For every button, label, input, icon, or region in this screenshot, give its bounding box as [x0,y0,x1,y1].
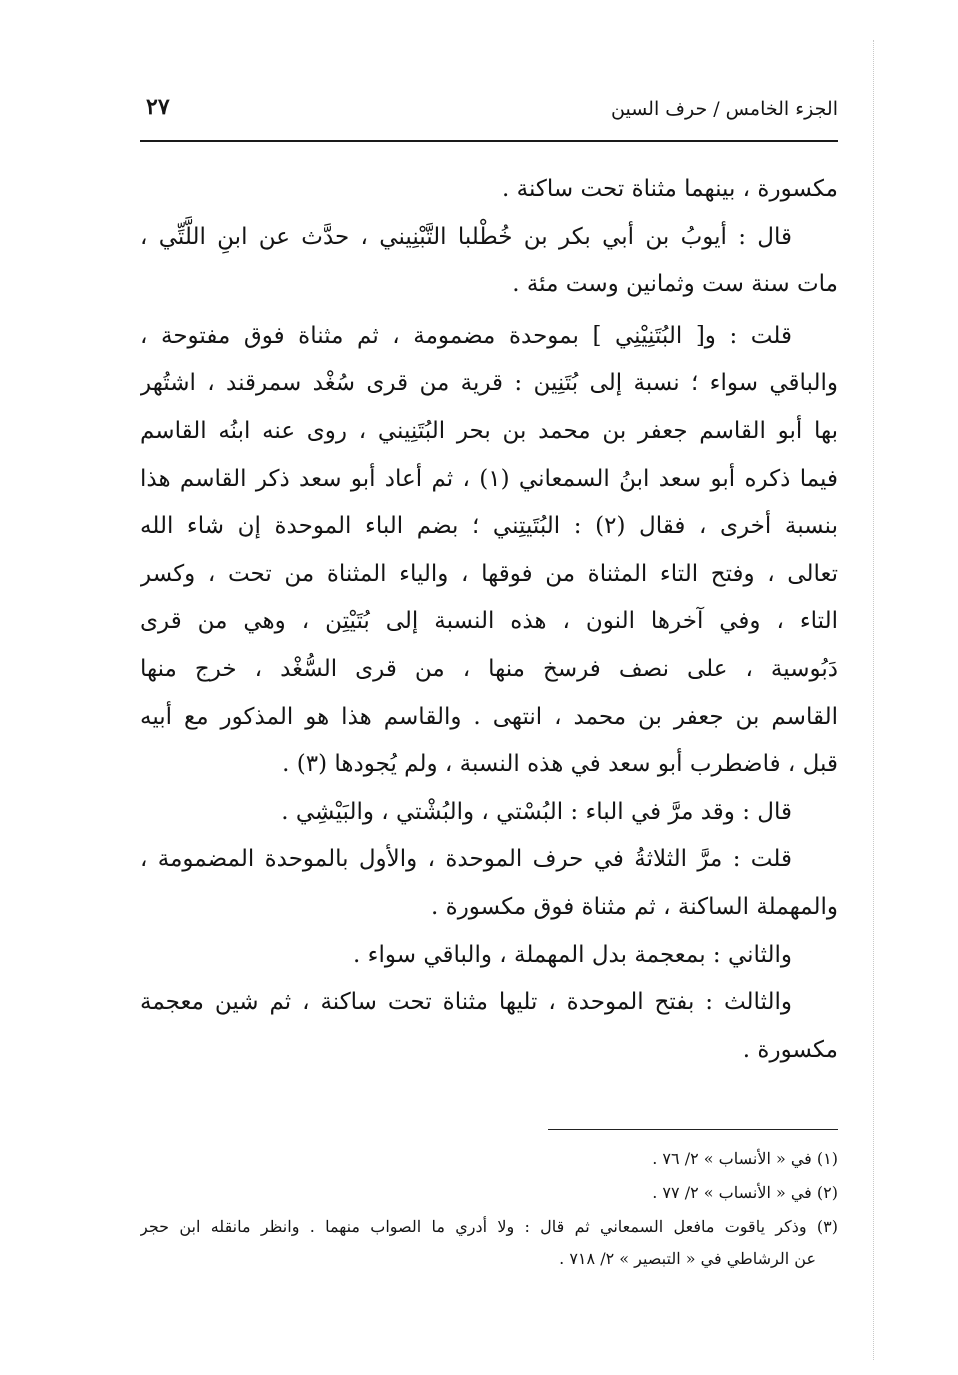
footnotes [140,1143,838,1275]
text-line: دَبُوسية ، على نصف فرسخ منها ، من قرى السُّغْد ، خرج منها [140,655,838,682]
running-header [140,92,838,132]
footnote-line: (١) في « الأنساب » ٢/ ٧٦ . [652,1149,838,1168]
text-line: فيما ذكره أبو سعد ابنُ السمعاني (١) ، ثم أعاد أبو سعد ذكر القاسم هذا [140,465,838,492]
text-line: قلت : و[ البُتَنِيْنِي ] بموحدة مضمومة ، ثم مثناة فوق مفتوحة ، [140,322,792,349]
text-line: والثاني : بمعجمة بدل المهملة ، والباقي سواء . [353,941,792,968]
page-number: ٢٧ [146,94,170,120]
footnote-line: (٢) في « الأنساب » ٢/ ٧٧ . [652,1183,838,1202]
header-rule [140,140,838,142]
text-line: بنسبة أخرى ، فقال (٢) : البُتَيتِني ؛ بضم الباء الموحدة إن شاء الله [140,513,838,540]
text-line: مات سنة ست وثمانين وست مئة . [512,271,838,298]
text-line: مكسورة ، بينهما مثناة تحت ساكنة . [502,176,838,202]
header-title: الجزء الخامس / حرف السين [611,98,838,120]
text-line: والباقي سواء ؛ نسبة إلى بُتَنِين : قرية من قرى سُغْد سمرقند ، اشتُهر [140,370,838,397]
text-line: التاء ، وفي آخرها النون ، هذه النسبة إلى بُتَيْتِن ، وهي من قرى [140,608,838,635]
footnote-line: (٣) وذكر ياقوت مافعل السمعاني ثم قال : ولا أدري ما الصواب منهما . وانظر مانقله ابن حجر [140,1217,838,1236]
text-line: قبل ، فاضطرب أبو سعد في هذه النسبة ، ولم يُجودها (٣) . [282,751,838,778]
text-line: بها أبو القاسم جعفر بن محمد بن بحر البُتَنِيني ، روى عنه ابنُه القاسم [140,417,838,444]
text-line: تعالى ، وفتح التاء المثناة من فوقها ، والياء المثناة من تحت ، وكسر [140,560,838,587]
text-line: والمهملة الساكنة ، ثم مثناة فوق مكسورة . [431,893,838,920]
page-edge-line [873,40,874,1360]
text-line: قال : أيوبُ بن أبي بكر بن خُطْلبا التَّبْنِيني ، حدَّث عن ابنِ اللَّتِّي ، [140,223,792,250]
main-text [140,166,838,1074]
footnote-line: عن الرشاطي في « التبصير » ٢/ ٧١٨ . [559,1249,816,1268]
text-line: قال : وقد مرَّ في الباء : البُسْتي ، والبُشْتي ، والبَيْشِي . [281,798,792,825]
text-line: مكسورة . [742,1036,838,1063]
footnote-separator [548,1129,838,1130]
text-line: والثالث : بفتح الموحدة ، تليها مثناة تحت ساكنة ، ثم شين معجمة [140,989,792,1016]
text-line: قلت : مرَّ الثلاثةُ في حرف الموحدة ، والأول بالموحدة المضمومة ، [140,846,792,873]
text-line: القاسم بن جعفر بن محمد ، انتهى . والقاسم هذا هو المذكور مع أبيه [140,703,838,730]
